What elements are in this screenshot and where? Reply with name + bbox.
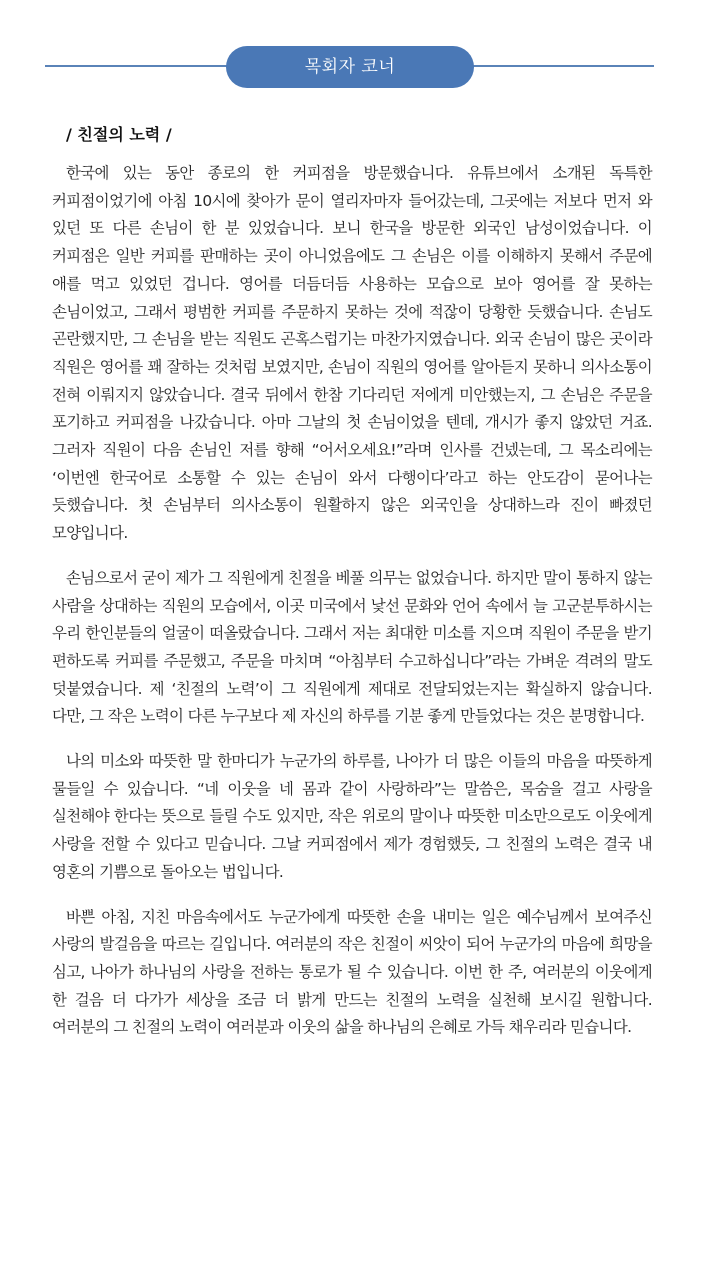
paragraph-1: 한국에 있는 동안 종로의 한 커피점을 방문했습니다. 유튜브에서 소개된 독특한 커피점이었기에 아침 10시에 찾아가 문이 열리자마자 들어갔는데, 그곳에는 저보다 먼저 와 있던 또 다른 손님이 한 분 있었습니다. 보니 한국을 방문한 외국인 남성이었습니다. 이 커피점은 일반 커피를 판매하는 곳이 아니었음에도 그 손님은 이를 이해하지 못해서 주문에 애를 먹고 있었던 겁니다. 영어를 더듬더듬 사용하는 모습으로 보아 영어를 잘 못하는 손님이었고, 그래서 평범한 커피를 주문하지 못하는 것에 적잖이 당황한 듯했습니다. 손님도 곤란했지만, 그 손님을 받는 직원도 곤혹스럽기는 마찬가지였습니다. 외국 손님이 많은 곳이라 직원은 영어를 꽤 잘하는 것처럼 보였지만, 손님이 직원의 영어를 알아듣지 못하니 의사소통이 전혀 이뤄지지 않았습니다. 결국 뒤에서 한참 기다리던 저에게 미안했는지, 그 손님은 주문을 포기하고 커피점을 나갔습니다. 아마 그날의 첫 손님이었을 텐데, 개시가 좋지 않았던 거죠. 그러자 직원이 다음 손님인 저를 향해 “어서오세요!”라며 인사를 건넸는데, 그 목소리에는 ‘이번엔 한국어로 소통할 수 있는 손님이 와서 다행이다’라고 하는 안도감이 묻어나는 듯했습니다. 첫 손님부터 의사소통이 원활하지 않은 외국인을 상대하느라 진이 빠졌던 모양입니다.	[52, 164, 652, 543]
paragraph-4: 바쁜 아침, 지친 마음속에서도 누군가에게 따뜻한 손을 내미는 일은 예수님께서 보여주신 사랑의 발걸음을 따르는 길입니다. 여러분의 작은 친절이 씨앗이 되어 누군가의 마음에 희망을 심고, 나아가 하나님의 사랑을 전하는 통로가 될 수 있습니다. 이번 한 주, 여러분의 이웃에게 한 걸음 더 다가가 세상을 조금 더 밝게 만드는 친절의 노력을 실천해 보시길 원합니다. 여러분의 그 친절의 노력이 여러분과 이웃의 삶을 하나님의 은혜로 가득 채우리라 믿습니다.	[52, 907, 652, 1037]
section-title-pill: 목회자 코너	[226, 46, 474, 88]
paragraph-3: 나의 미소와 따뜻한 말 한마디가 누군가의 하루를, 나아가 더 많은 이들의 마음을 따뜻하게 물들일 수 있습니다. “네 이웃을 네 몸과 같이 사랑하라”는 말씀은, 목숨을 걸고 사랑을 실천해야 한다는 뜻으로 들릴 수도 있지만, 작은 위로의 말이나 따뜻한 미소만으로도 이웃에게 사랑을 전할 수 있다고 믿습니다. 그날 커피점에서 제가 경험했듯, 그 친절의 노력은 결국 내 영혼의 기쁨으로 돌아오는 법입니다.	[52, 752, 652, 881]
article-body	[52, 160, 652, 1059]
section-header	[0, 44, 702, 88]
article-subtitle: / 친절의 노력 /	[66, 125, 172, 144]
paragraph-2: 손님으로서 굳이 제가 그 직원에게 친절을 베풀 의무는 없었습니다. 하지만 말이 통하지 않는 사람을 상대하는 직원의 모습에서, 이곳 미국에서 낯선 문화와 언어 속에서 늘 고군분투하시는 우리 한인분들의 얼굴이 떠올랐습니다. 그래서 저는 최대한 미소를 지으며 직원이 주문을 받기 편하도록 커피를 주문했고, 주문을 마치며 “아침부터 수고하십니다”라는 가벼운 격려의 말도 덧붙였습니다. 제 ‘친절의 노력’이 그 직원에게 제대로 전달되었는지는 확실하지 않습니다. 다만, 그 작은 노력이 다른 누구보다 제 자신의 하루를 기분 좋게 만들었다는 것은 분명합니다.	[52, 568, 652, 726]
